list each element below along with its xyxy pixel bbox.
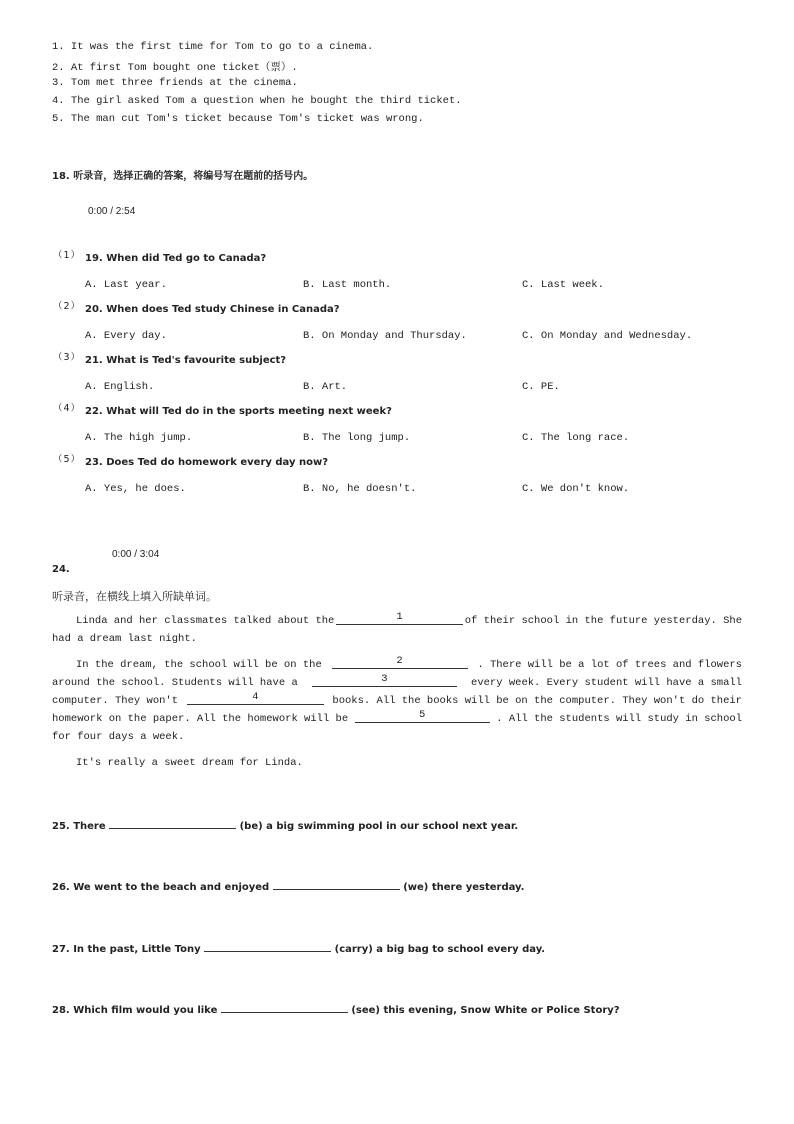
option-22-c[interactable]: C. The long race. [522,432,630,444]
question-25: 25. There (be) a big swimming pool in our school next year. [52,818,518,832]
answer-bracket-2: （2） [53,301,82,312]
passage-line-4: around the school. Students will have a 3 every week. Every student will have a small [52,673,742,689]
option-20-a[interactable]: A. Every day. [85,330,167,342]
answer-blank-25[interactable] [109,818,236,829]
answer-bracket-5: （5） [53,454,82,465]
option-21-c[interactable]: C. PE. [522,381,560,393]
passage-line-3: In the dream, the school will be on the 2 . There will be a lot of trees and flowers [76,655,742,671]
passage-line-6: homework on the paper. All the homework will be 5 . All the students will study in school [52,709,742,725]
option-20-b[interactable]: B. On Monday and Thursday. [303,330,467,342]
blank-3[interactable]: 3 [312,674,457,687]
option-21-b[interactable]: B. Art. [303,381,348,393]
question-27: 27. In the past, Little Tony (carry) a big bag to school every day. [52,941,545,955]
question-19: 19. When did Ted go to Canada? [85,253,267,264]
option-23-c[interactable]: C. We don't know. [522,483,630,495]
question-23: 23. Does Ted do homework every day now? [85,457,329,468]
option-23-a[interactable]: A. Yes, he does. [85,483,186,495]
option-19-c[interactable]: C. Last week. [522,279,604,291]
statement-3: 3. Tom met three friends at the cinema. [52,77,298,89]
q18-audio-time[interactable]: 0:00 / 2:54 [88,206,136,217]
passage-line-5: computer. They won't 4 books. All the books will be on the computer. They won't do their [52,691,742,707]
question-22: 22. What will Ted do in the sports meeting next week? [85,406,392,417]
option-19-a[interactable]: A. Last year. [85,279,167,291]
q24-audio-time[interactable]: 0:00 / 3:04 [112,549,160,560]
q18-heading: 18. 听录音，选择正确的答案，将编号写在题前的括号内。 [52,171,314,182]
answer-blank-28[interactable] [221,1002,348,1013]
option-19-b[interactable]: B. Last month. [303,279,392,291]
answer-bracket-4: （4） [53,403,82,414]
blank-4[interactable]: 4 [187,692,324,705]
option-23-b[interactable]: B. No, he doesn't. [303,483,417,495]
question-20: 20. When does Ted study Chinese in Canada? [85,304,340,315]
statement-1: 1. It was the first time for Tom to go to a cinema. [52,41,374,53]
question-26: 26. We went to the beach and enjoyed (we) there yesterday. [52,879,524,893]
passage-line-7: for four days a week. [52,731,185,743]
answer-blank-27[interactable] [204,941,331,952]
blank-1[interactable]: 1 [336,612,463,625]
question-28: 28. Which film would you like (see) this evening, Snow White or Police Story? [52,1002,620,1016]
option-22-a[interactable]: A. The high jump. [85,432,193,444]
statement-5: 5. The man cut Tom's ticket because Tom's ticket was wrong. [52,113,424,125]
statement-2: 2. At first Tom bought one ticket（票）. [52,62,298,74]
blank-2[interactable]: 2 [332,656,468,669]
answer-bracket-3: （3） [53,352,82,363]
q24-instruction: 听录音，在横线上填入所缺单词。 [52,591,217,603]
option-20-c[interactable]: C. On Monday and Wednesday. [522,330,693,342]
question-21: 21. What is Ted's favourite subject? [85,355,287,366]
answer-blank-26[interactable] [273,879,400,890]
answer-bracket-1: （1） [53,250,82,261]
statement-4: 4. The girl asked Tom a question when he bought the third ticket. [52,95,462,107]
passage-line-2: had a dream last night. [52,633,197,645]
passage-line-8: It's really a sweet dream for Linda. [76,757,303,769]
option-22-b[interactable]: B. The long jump. [303,432,411,444]
blank-5[interactable]: 5 [355,710,490,723]
q24-number: 24. [52,564,70,575]
option-21-a[interactable]: A. English. [85,381,155,393]
passage-line-1: Linda and her classmates talked about the 1 of their school in the future yesterday. She [76,611,742,627]
